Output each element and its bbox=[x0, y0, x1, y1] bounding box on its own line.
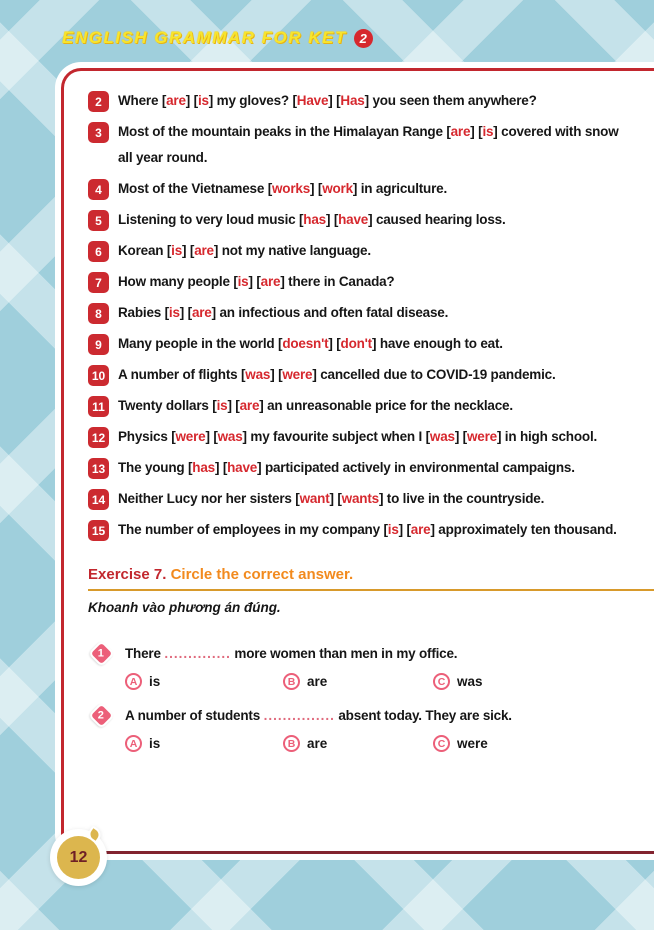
grammar-item bbox=[88, 486, 641, 512]
grammar-item-list bbox=[88, 88, 641, 543]
grammar-item bbox=[88, 238, 641, 264]
exercise-heading bbox=[88, 566, 641, 583]
option-label: is bbox=[149, 736, 161, 751]
item-number-badge: 4 bbox=[88, 179, 109, 200]
grammar-item bbox=[88, 362, 641, 388]
page-number: 12 bbox=[57, 836, 100, 879]
grammar-item bbox=[88, 393, 641, 419]
question-line bbox=[88, 703, 641, 729]
item-number-badge: 14 bbox=[88, 489, 109, 510]
option-letter-circle: A bbox=[125, 673, 142, 690]
item-number-badge: 15 bbox=[88, 520, 109, 541]
item-text: Many people in the world [doesn't] [don't] have enough to eat. bbox=[118, 336, 503, 351]
option-label: is bbox=[149, 674, 161, 689]
grammar-item bbox=[88, 269, 641, 295]
item-text: The number of employees in my company [is] [are] approximately ten thousand. bbox=[118, 522, 617, 537]
item-number-badge: 6 bbox=[88, 241, 109, 262]
exercise-subtitle-vietnamese: Khoanh vào phương án đúng. bbox=[88, 600, 281, 615]
option-letter-circle: B bbox=[283, 673, 300, 690]
question-text: There .............. more women than men in my office. bbox=[125, 646, 458, 661]
item-text: Twenty dollars [is] [are] an unreasonable price for the necklace. bbox=[118, 398, 513, 413]
item-number-badge: 8 bbox=[88, 303, 109, 324]
answer-option-b[interactable] bbox=[283, 735, 433, 752]
item-number-badge: 13 bbox=[88, 458, 109, 479]
item-text: Korean [is] [are] not my native language. bbox=[118, 243, 371, 258]
item-number-badge: 3 bbox=[88, 122, 109, 143]
question-number: 1 bbox=[98, 647, 105, 660]
book-title-text: ENGLISH GRAMMAR FOR KET bbox=[62, 28, 347, 47]
option-label: was bbox=[457, 674, 483, 689]
grammar-item bbox=[88, 455, 641, 481]
item-text: Physics [were] [was] my favourite subject when I [was] [were] in high school. bbox=[118, 429, 598, 444]
answer-option-a[interactable] bbox=[125, 673, 283, 690]
option-label: were bbox=[457, 736, 488, 751]
item-text: How many people [is] [are] there in Canada? bbox=[118, 274, 395, 289]
option-letter-circle: B bbox=[283, 735, 300, 752]
item-number-badge: 12 bbox=[88, 427, 109, 448]
grammar-item bbox=[88, 207, 641, 233]
grammar-item bbox=[88, 517, 641, 543]
answer-options bbox=[125, 735, 641, 752]
question bbox=[88, 703, 641, 752]
item-text: Neither Lucy nor her sisters [want] [wants] to live in the countryside. bbox=[118, 491, 545, 506]
answer-option-b[interactable] bbox=[283, 673, 433, 690]
item-text: The young [has] [have] participated actively in environmental campaigns. bbox=[118, 460, 575, 475]
grammar-item bbox=[88, 88, 641, 114]
exercise-instruction: Circle the correct answer. bbox=[170, 566, 354, 583]
item-number-badge: 10 bbox=[88, 365, 109, 386]
content-card-frame bbox=[61, 68, 654, 854]
option-label: are bbox=[307, 736, 328, 751]
exercise-divider bbox=[88, 589, 654, 591]
question-number-badge bbox=[88, 640, 115, 667]
answer-option-a[interactable] bbox=[125, 735, 283, 752]
option-letter-circle: C bbox=[433, 673, 450, 690]
volume-badge: 2 bbox=[354, 29, 373, 48]
answer-option-c[interactable] bbox=[433, 673, 483, 690]
grammar-item bbox=[88, 424, 641, 450]
question bbox=[88, 641, 641, 690]
item-number-badge: 5 bbox=[88, 210, 109, 231]
item-text: Listening to very loud music [has] [have] caused hearing loss. bbox=[118, 212, 506, 227]
option-label: are bbox=[307, 674, 328, 689]
item-text: Most of the Vietnamese [works] [work] in agriculture. bbox=[118, 181, 448, 196]
grammar-item bbox=[88, 300, 641, 326]
item-text: Rabies [is] [are] an infectious and often fatal disease. bbox=[118, 305, 449, 320]
option-letter-circle: C bbox=[433, 735, 450, 752]
question-number: 2 bbox=[98, 709, 105, 722]
item-text: A number of flights [was] [were] cancelled due to COVID-19 pandemic. bbox=[118, 367, 556, 382]
item-number-badge: 2 bbox=[88, 91, 109, 112]
option-letter-circle: A bbox=[125, 735, 142, 752]
grammar-item bbox=[88, 331, 641, 357]
book-title bbox=[62, 28, 373, 48]
page-number-badge bbox=[50, 829, 107, 886]
item-number-badge: 9 bbox=[88, 334, 109, 355]
grammar-item bbox=[88, 176, 641, 202]
exercise-label: Exercise 7. bbox=[88, 566, 167, 583]
content-card bbox=[55, 62, 654, 860]
item-text: Where [are] [is] my gloves? [Have] [Has] you seen them anywhere? bbox=[118, 93, 537, 108]
question-number-badge bbox=[88, 702, 115, 729]
answer-option-c[interactable] bbox=[433, 735, 488, 752]
grammar-item bbox=[88, 119, 641, 171]
item-number-badge: 7 bbox=[88, 272, 109, 293]
answer-options bbox=[125, 673, 641, 690]
question-list bbox=[88, 641, 641, 752]
question-line bbox=[88, 641, 641, 667]
item-text: Most of the mountain peaks in the Himalayan Range [are] [is] covered with snow all year round. bbox=[118, 124, 619, 165]
item-number-badge: 11 bbox=[88, 396, 109, 417]
question-text: A number of students ............... absent today. They are sick. bbox=[125, 708, 512, 723]
